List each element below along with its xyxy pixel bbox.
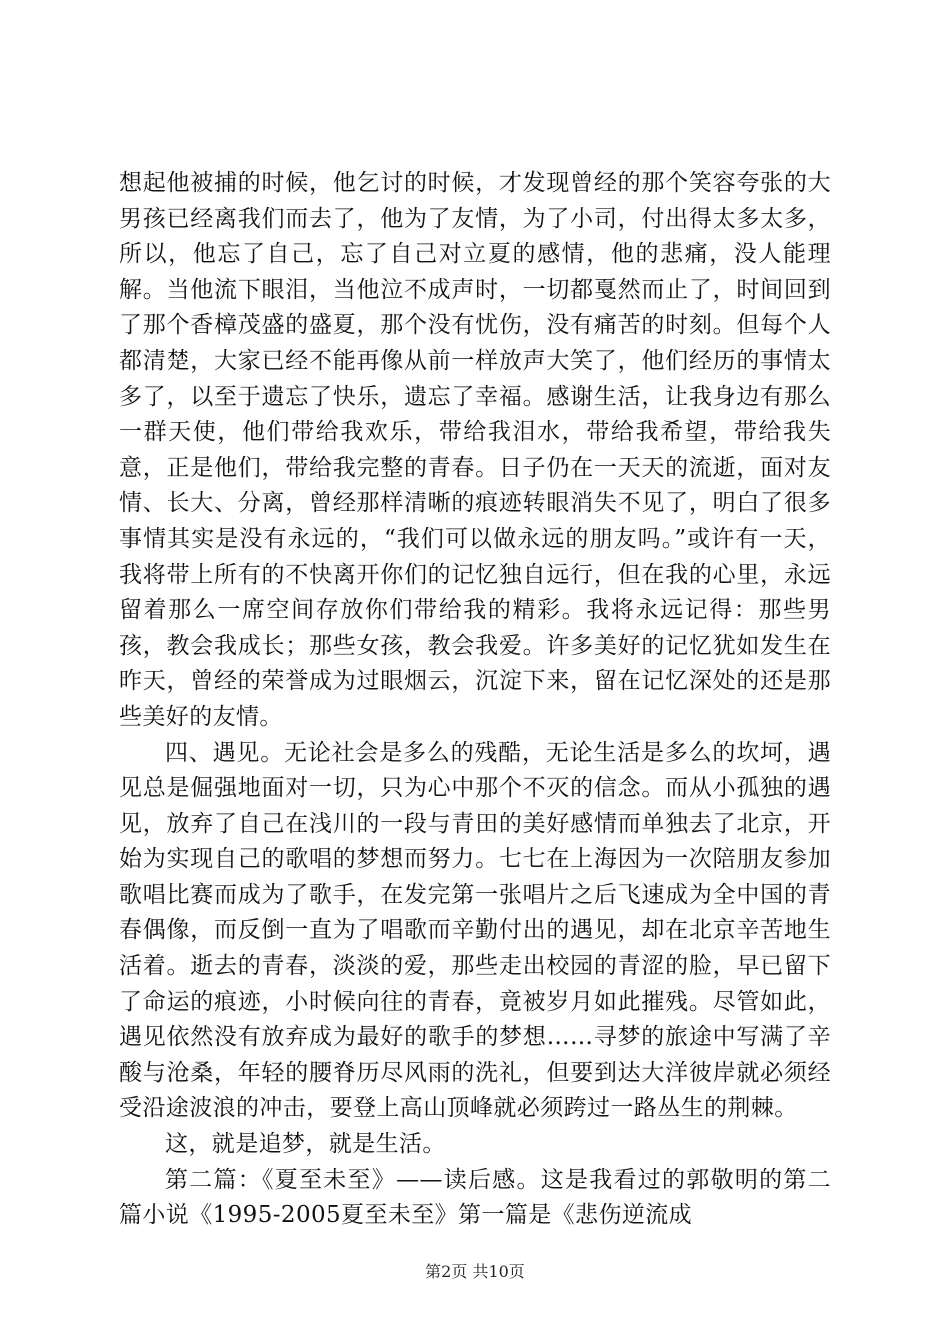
paragraph-2: 四、遇见。无论社会是多么的残酷，无论生活是多么的坎坷，遇见总是倔强地面对一切，只为心中那个不灭的信念。而从小孤独的遇见，放弃了自己在浅川的一段与青田的美好感情而单独去了北京，开始为实现自己的歌唱的梦想而努力。七七在上海因为一次陪朋友参加歌唱比赛而成为了歌手，在发完第一张唱片之后飞速成为全中国的青春偶像，而反倒一直为了唱歌而辛勤付出的遇见，却在北京辛苦地生活着。逝去的青春，淡淡的爱，那些走出校园的青涩的脸，早已留下了命运的痕迹，小时候向往的青春，竟被岁月如此摧残。尽管如此，遇见依然没有放弃成为最好的歌手的梦想……寻梦的旅途中写满了辛酸与沧桑，年轻的腰脊历尽风雨的洗礼，但要到达大洋彼岸就必须经受沿途波浪的冲击，要登上高山顶峰就必须跨过一路丛生的荆棘。 [119, 739, 831, 1122]
paragraph-1: 想起他被捕的时候，他乞讨的时候，才发现曾经的那个笑容夸张的大男孩已经离我们而去了，他为了友情，为了小司，付出得太多太多，所以，他忘了自己，忘了自己对立夏的感情，他的悲痛，没人能理解。当他流下眼泪，当他泣不成声时，一切都戛然而止了，时间回到了那个香樟茂盛的盛夏，那个没有忧伤，没有痛苦的时刻。但每个人都清楚，大家已经不能再像从前一样放声大笑了，他们经历的事情太多了，以至于遗忘了快乐，遗忘了幸福。感谢生活，让我身边有那么一群天使，他们带给我欢乐，带给我泪水，带给我希望，带给我失意，正是他们，带给我完整的青春。日子仍在一天天的流逝，面对友情、长大、分离，曾经那样清晰的痕迹转眼消失不见了，明白了很多事情其实是没有永远的，“我们可以做永远的朋友吗。”或许有一天，我将带上所有的不快离开你们的记忆独自远行，但在我的心里，永远留着那么一席空间存放你们带给我的精彩。我将永远记得：那些男孩，教会我成长；那些女孩，教会我爱。许多美好的记忆犹如发生在昨天，曾经的荣誉成为过眼烟云，沉淀下来，留在记忆深处的还是那些美好的友情。 [119, 170, 831, 730]
paragraph-3: 这，就是追梦，就是生活。 [165, 1131, 446, 1158]
paragraph-4: 第二篇：《夏至未至》——读后感。这是我看过的郭敬明的第二篇小说《1995-2005夏至未至》第一篇是《悲伤逆流成 [119, 1166, 831, 1229]
body-text [119, 166, 831, 1234]
page-number-footer: 第2页 共10页 [425, 1262, 525, 1281]
